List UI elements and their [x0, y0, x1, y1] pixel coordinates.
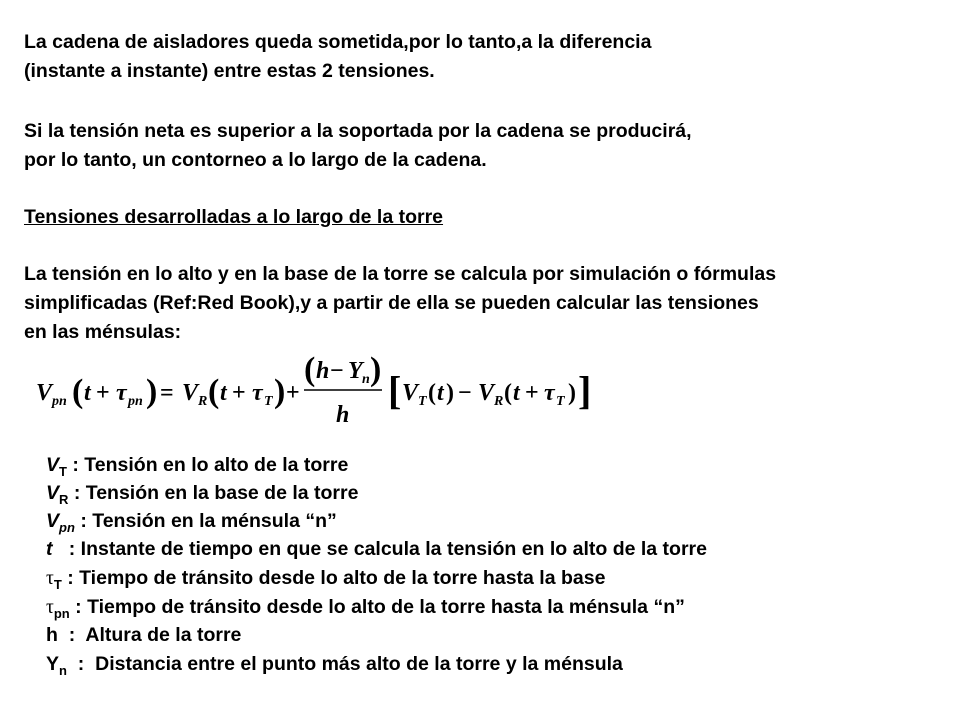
svg-text:V: V [182, 380, 199, 406]
definition-symbol: h [46, 624, 58, 646]
svg-text:): ) [146, 373, 158, 410]
svg-text:(: ( [208, 373, 220, 410]
svg-text:(: ( [304, 351, 316, 388]
definition-row [46, 452, 348, 480]
svg-text:τ: τ [544, 380, 555, 406]
definition-subscript: R [59, 492, 69, 507]
paragraph-3-line-3: en las ménsulas: [24, 321, 182, 343]
svg-text:t: t [437, 380, 444, 406]
svg-text:): ) [370, 351, 382, 388]
svg-text:+: + [286, 380, 300, 406]
svg-text:): ) [446, 380, 454, 406]
svg-text:−: − [330, 358, 344, 384]
svg-text:T: T [556, 394, 565, 409]
definition-description: : Tensión en la base de la torre [68, 482, 359, 504]
definition-subscript: T [59, 464, 67, 479]
svg-text:): ) [568, 380, 576, 406]
svg-text:(: ( [72, 373, 84, 410]
definition-subscript: n [59, 663, 67, 678]
svg-text:]: ] [578, 368, 592, 413]
definition-symbol: t [46, 538, 53, 560]
svg-text:[: [ [388, 368, 402, 413]
svg-text:+: + [525, 380, 539, 406]
definition-symbol: V [46, 510, 60, 532]
definition-row [46, 622, 241, 649]
svg-text:+: + [96, 380, 110, 406]
svg-text:+: + [232, 380, 246, 406]
svg-text:T: T [418, 394, 427, 409]
definition-row [46, 536, 707, 563]
definition-row [46, 651, 623, 679]
definition-description: : Tensión en la ménsula “n” [74, 510, 337, 532]
svg-text:V: V [478, 380, 495, 406]
definition-row [46, 594, 685, 622]
definition-subscript: pn [53, 606, 70, 621]
tension-formula [36, 350, 596, 430]
svg-text:h: h [336, 402, 350, 428]
svg-text:h: h [316, 358, 330, 384]
definition-row [46, 480, 358, 508]
paragraph-2-line-2: por lo tanto, un contorneo a lo largo de la cadena. [24, 149, 487, 171]
definition-description: : Altura de la torre [57, 624, 242, 646]
svg-text:Y: Y [348, 358, 363, 384]
svg-text:V: V [36, 380, 53, 406]
svg-text:τ: τ [252, 380, 263, 406]
svg-text:t: t [220, 380, 227, 406]
definition-symbol: V [46, 482, 60, 504]
svg-text:(: ( [428, 380, 436, 406]
svg-text:pn: pn [128, 394, 143, 409]
definition-description: : Tensión en lo alto de la torre [66, 454, 349, 476]
definition-description: : Instante de tiempo en que se calcula la tensión en lo alto de la torre [52, 538, 707, 560]
definition-symbol: Y [46, 653, 60, 675]
svg-text:=: = [160, 380, 174, 406]
paragraph-3-line-1: La tensión en lo alto y en la base de la torre se calcula por simulación o fórmulas [24, 263, 777, 285]
definition-symbol: τ [46, 597, 54, 618]
svg-text:τ: τ [116, 380, 127, 406]
definition-row [46, 508, 337, 536]
svg-text:(: ( [504, 380, 512, 406]
definition-symbol: V [46, 454, 60, 476]
definition-description: : Tiempo de tránsito desde lo alto de la torre hasta la ménsula “n” [69, 596, 685, 618]
definition-symbol: τ [46, 568, 54, 589]
svg-text:R: R [494, 394, 504, 409]
svg-text:−: − [458, 380, 472, 406]
definition-description: : Tiempo de tránsito desde lo alto de la torre hasta la base [61, 567, 606, 589]
paragraph-1-line-2: (instante a instante) entre estas 2 tensiones. [24, 60, 435, 82]
svg-text:t: t [513, 380, 520, 406]
svg-text:n: n [362, 372, 370, 387]
paragraph-2-line-1: Si la tensión neta es superior a la soportada por la cadena se producirá, [24, 120, 692, 142]
svg-text:T: T [264, 394, 273, 409]
svg-text:V: V [402, 380, 419, 406]
svg-text:t: t [84, 380, 91, 406]
definition-subscript: pn [59, 520, 75, 535]
paragraph-3-line-2: simplificadas (Ref:Red Book),y a partir de ella se pueden calcular las tensiones [24, 292, 759, 314]
definition-row [46, 565, 605, 593]
definition-description: : Distancia entre el punto más alto de la torre y la ménsula [66, 653, 623, 675]
svg-text:R: R [198, 394, 208, 409]
section-heading: Tensiones desarrolladas a lo largo de la torre [24, 206, 444, 228]
svg-text:): ) [274, 373, 286, 410]
paragraph-1-line-1: La cadena de aisladores queda sometida,por lo tanto,a la diferencia [24, 31, 652, 53]
definition-subscript: T [53, 577, 62, 592]
svg-text:pn: pn [52, 394, 67, 409]
